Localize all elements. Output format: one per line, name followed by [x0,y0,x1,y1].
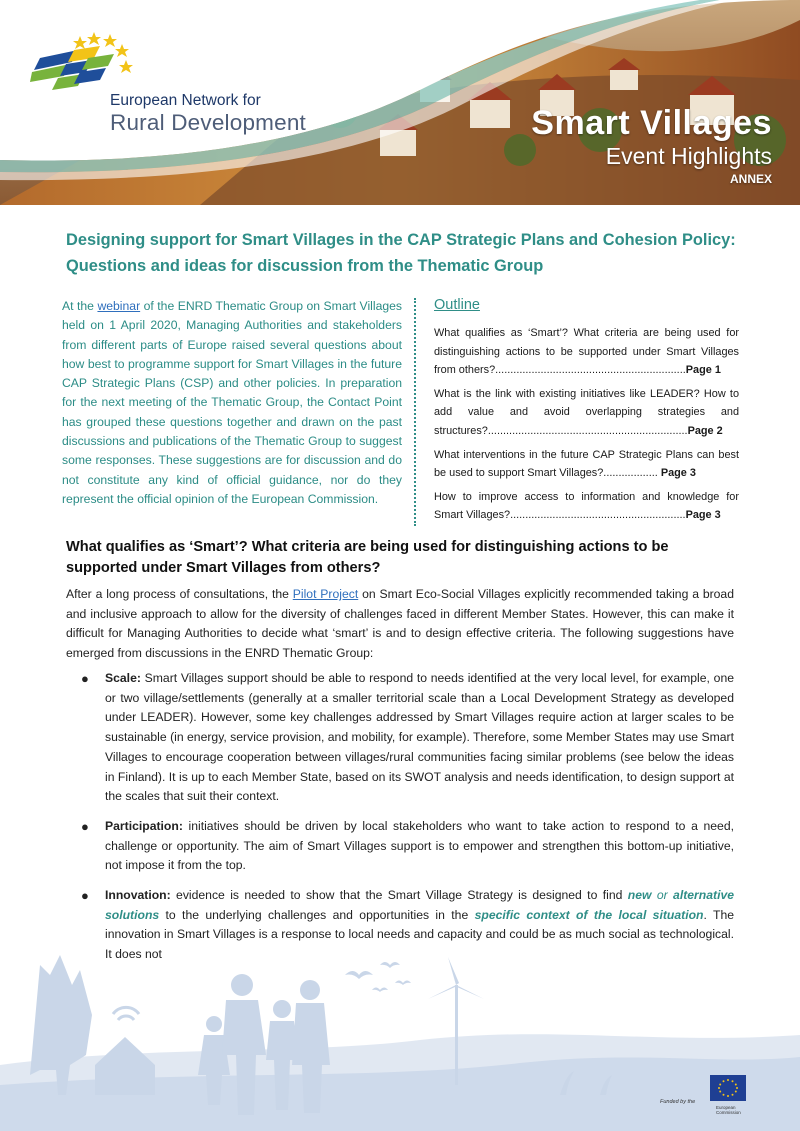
bullet-icon: ● [81,671,89,686]
header-banner [0,0,800,205]
webinar-link[interactable]: webinar [97,299,141,313]
list-item-text: to the underlying challenges and opportunities in the [159,907,475,922]
european-commission-flag-icon [710,1075,746,1101]
outline-item-page: Page 3 [685,509,721,522]
list-item-text: Smart Villages support should be able to respond to needs identified at the very local level, for example, one or two village/settlements (generally at a smaller territorial scale than a Local Development Strategy as developed under LEADER). However, some key challenges addressed by Smart Villages require action at larger scales to be sustainable (in energy, service provision, and mobility, for example). Therefore, some Member States may use Smart Villages to encourage cooperation between villages/rural communities facing similar problems (see below the ideas in Finland). It is up to each Member State, based on its SWOT analysis and needs identification, to design support at the scales that suit their context. [105,671,734,804]
list-item-label: Participation: [105,818,183,833]
bullet-icon: ● [81,818,89,834]
outline-item[interactable] [434,446,739,483]
outline-item-text: What is the link with existing initiatives like LEADER? How to add value and avoid overlapping strategies and structures?.................................................................. [434,387,739,437]
list-item-text: . The innovation in Smart Villages is a response to local needs and capacity and could be as much social as technological. It does not [105,907,734,962]
ec-label-line2: Commission [716,1110,741,1115]
highlight-new: new [627,888,652,903]
outline-item[interactable] [434,385,739,441]
outline-item-text: What qualifies as ‘Smart’? What criteria are being used for distinguishing actions to be supported under Smart Villages from others?............................................................... [434,327,739,377]
list-item-text: or [651,888,674,903]
document-heading [66,227,746,279]
ec-label-line1: European [716,1105,736,1110]
outline-item-page: Page 3 [660,467,696,480]
outline-item-text: What interventions in the future CAP Strategic Plans can best be used to support Smart Villages?.................. [434,448,739,480]
outline-item-text: How to improve access to information and knowledge for Smart Villages?.......................................................... [434,490,739,522]
intro-paragraph [62,297,402,509]
european-commission-label [716,1105,741,1115]
outline-title: Outline [434,297,480,313]
bullet-icon: ● [81,888,89,904]
list-item-label: Scale: [105,671,141,685]
banner-subtitle: Event Highlights [605,143,772,169]
logo-text [110,92,306,136]
column-divider [414,298,416,526]
annex-tag: ANNEX [729,172,772,186]
list-item-text: initiatives should be driven by local stakeholders who want to take action to respond to a need, challenge or opportunity. The aim of Smart Villages support is to empower and strengthen this bottom-up initiative, not impose it from the top. [105,818,734,873]
list-item-label: Innovation: [105,888,171,903]
enrd-logo-icon [30,30,140,100]
highlight-context: specific context of the local situation [474,907,704,922]
intro-text-start: At the [62,299,98,313]
highlight-alternative: alternative solutions [105,888,735,922]
criteria-list [66,669,734,975]
lede-text-rest: on Smart Eco-Social Villages explicitly recommended taking a broad and inclusive approach to allow for the diversity of challenges faced in different Member States. However, this can make it difficult for Managing Authorities to decide what ‘smart’ is and to design effective criteria. The following suggestions have emerged from discussions in the ENRD Thematic Group: [66,587,734,660]
section-lede [66,585,734,663]
org-name-line2: Rural Development [110,110,306,135]
footer-illustration [0,945,800,1131]
list-item-scale [66,669,734,807]
outline-box [434,295,739,530]
banner-title: Smart Villages [531,104,772,142]
lede-text-start: After a long process of consultations, the [66,587,293,601]
outline-item[interactable] [434,488,739,525]
banner-title-block [531,104,772,187]
pilot-project-link[interactable]: Pilot Project [292,587,359,601]
outline-item[interactable] [434,324,739,380]
document-heading-line1: Designing support for Smart Villages in the CAP Strategic Plans and Cohesion Policy: [66,231,736,249]
org-name-line1: European Network for [110,92,261,109]
funded-by-label: Funded by the [660,1099,696,1105]
outline-item-page: Page 1 [685,364,721,377]
list-item-participation [66,817,734,876]
document-heading-line2: Questions and ideas for discussion from the Thematic Group [66,257,544,275]
outline-item-page: Page 2 [687,424,723,437]
list-item-text: evidence is needed to show that the Smart Village Strategy is designed to find [170,888,628,903]
section-heading: What qualifies as ‘Smart’? What criteria are being used for distinguishing actions to be supported under Smart Villages from others? [66,539,669,576]
intro-text-rest: of the ENRD Thematic Group on Smart Villages held on 1 April 2020, Managing Authorities and stakeholders from different parts of Europe raised several questions about how best to programme support for Smart Villages in the future CAP Strategic Plans (CSP) and other policies. In preparation for the next meeting of the Thematic Group, the Contact Point has grouped these questions together and drawn on the past discussions and publications of the Thematic Group to suggest some responses. These suggestions are for discussion and do not constitute any kind of official guidance, nor do they represent the official opinion of the European Commission. [62,299,402,506]
